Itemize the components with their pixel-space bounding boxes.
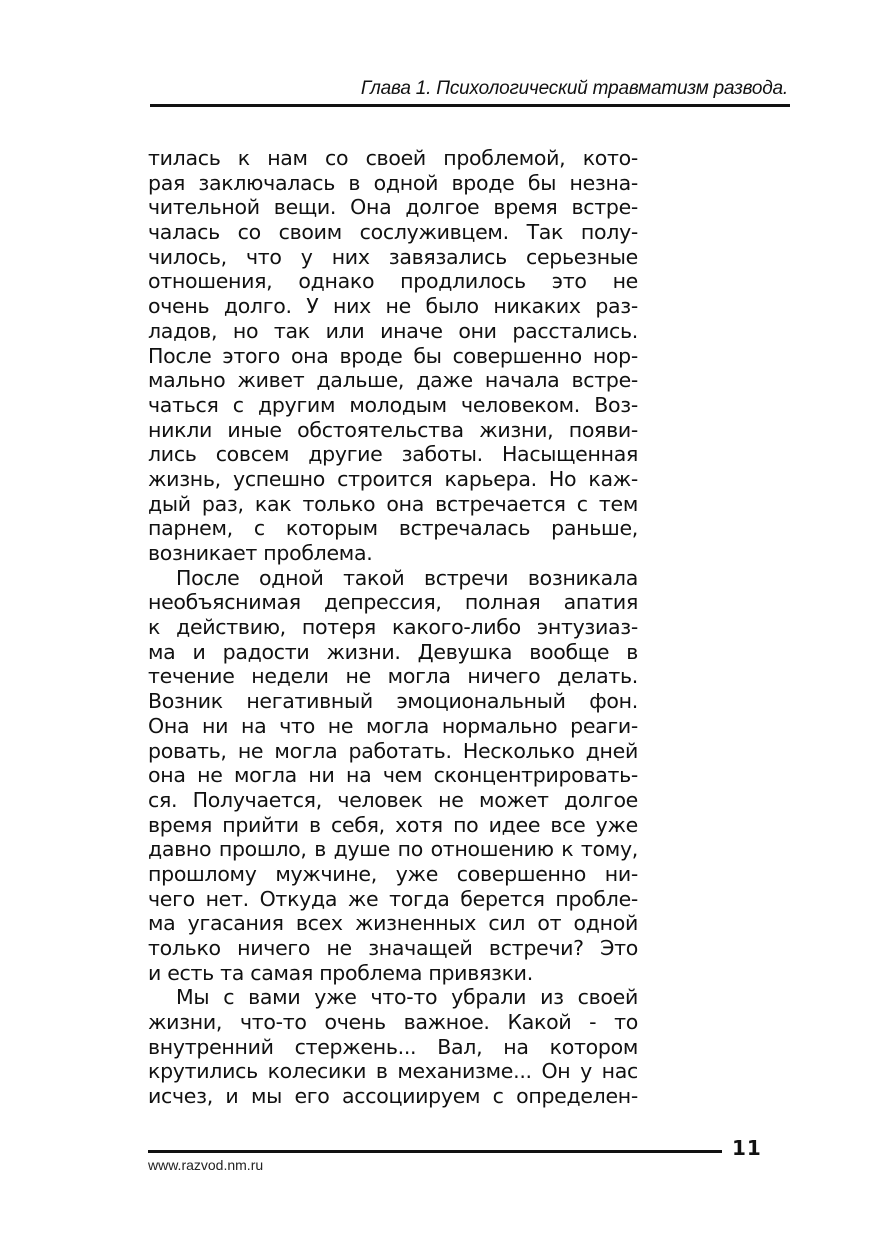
text-line: ровать, не могла работать. Несколько дней bbox=[148, 738, 638, 763]
text-line: прошлому мужчине, уже совершенно ни- bbox=[148, 861, 638, 886]
body-text bbox=[148, 146, 638, 1109]
text-line: парнем, с которым встречалась раньше, bbox=[148, 516, 638, 541]
text-line: чилось, что у них завязались серьезные bbox=[148, 244, 638, 269]
text-line: После этого она вроде бы совершенно нор- bbox=[148, 343, 638, 368]
text-line: отношения, однако продлилось это не bbox=[148, 269, 638, 294]
text-line: Возник негативный эмоциональный фон. bbox=[148, 689, 638, 714]
text-line: время прийти в себя, хотя по идее все уже bbox=[148, 812, 638, 837]
text-line: ма угасания всех жизненных сил от одной bbox=[148, 911, 638, 936]
text-line: жизнь, успешно строится карьера. Но каж- bbox=[148, 466, 638, 491]
text-line: чаться с другим молодым человеком. Воз- bbox=[148, 392, 638, 417]
text-line: мально живет дальше, даже начала встре- bbox=[148, 368, 638, 393]
text-line: тилась к нам со своей проблемой, кото- bbox=[148, 146, 638, 170]
text-line: ма и радости жизни. Девушка вообще в bbox=[148, 639, 638, 664]
running-head-title: Глава 1. Психологический травматизм развода. bbox=[360, 78, 788, 99]
text-line: ладов, но так или иначе они расстались. bbox=[148, 318, 638, 343]
text-line: возникает проблема. bbox=[148, 541, 373, 565]
header-rule bbox=[150, 104, 790, 107]
text-line: течение недели не могла ничего делать. bbox=[148, 664, 638, 689]
text-line: чего нет. Откуда же тогда берется пробле- bbox=[148, 886, 638, 911]
text-line: давно прошло, в душе по отношению к тому, bbox=[148, 837, 638, 862]
text-line: дый раз, как только она встречается с тем bbox=[148, 491, 638, 516]
text-line: исчез, и мы его ассоциируем с определен- bbox=[148, 1084, 638, 1109]
page-number: 11 bbox=[732, 1136, 762, 1160]
text-line: чалась со своим сослуживцем. Так полу- bbox=[148, 220, 638, 245]
footer-url: www.razvod.nm.ru bbox=[148, 1157, 264, 1173]
text-line: никли иные обстоятельства жизни, появи- bbox=[148, 417, 638, 442]
text-line: рая заключалась в одной вроде бы незна- bbox=[148, 170, 638, 195]
text-line: внутренний стержень... Вал, на котором bbox=[148, 1034, 638, 1059]
footer-rule bbox=[148, 1150, 722, 1153]
text-line: лись совсем другие заботы. Насыщенная bbox=[148, 442, 638, 467]
text-line: к действию, потеря какого-либо энтузиаз- bbox=[148, 615, 638, 640]
text-line: Мы с вами уже что-то убрали из своей bbox=[176, 985, 638, 1010]
text-line: жизни, что-то очень важное. Какой - то bbox=[148, 1010, 638, 1035]
text-line: чительной вещи. Она долгое время встре- bbox=[148, 195, 638, 220]
text-line: и есть та самая проблема привязки. bbox=[148, 960, 533, 985]
text-line: только ничего не значащей встречи? Это bbox=[148, 936, 638, 960]
text-line: крутились колесики в механизме... Он у нас bbox=[148, 1059, 638, 1084]
text-line: ся. Получается, человек не может долгое bbox=[148, 787, 638, 812]
text-line: очень долго. У них не было никаких раз- bbox=[148, 294, 638, 319]
text-line: она не могла ни на чем сконцентрировать- bbox=[148, 763, 638, 788]
text-line: После одной такой встречи возникала bbox=[176, 565, 638, 590]
text-line: необъяснимая депрессия, полная апатия bbox=[148, 590, 638, 615]
text-line: Она ни на что не могла нормально реаги- bbox=[148, 713, 638, 738]
